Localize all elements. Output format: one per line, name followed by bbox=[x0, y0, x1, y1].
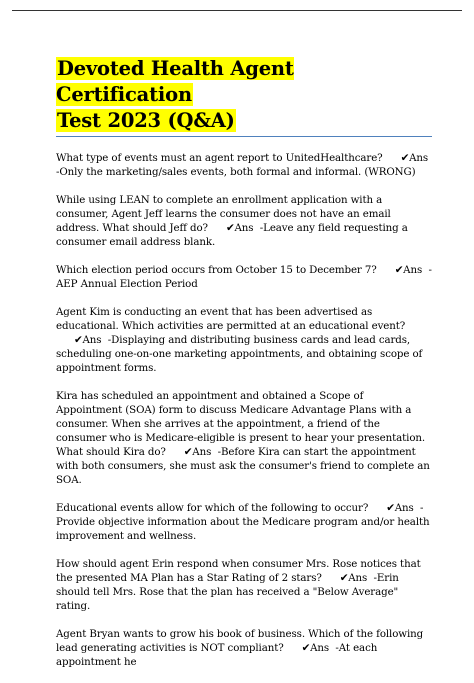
answer-marker: ✔Ans bbox=[394, 264, 423, 276]
answer-marker: ✔Ans bbox=[74, 334, 102, 346]
qa-item bbox=[56, 305, 432, 375]
qa-item bbox=[56, 557, 432, 613]
qa-item bbox=[56, 151, 432, 179]
question-text: Agent Bryan wants to grow his book of business. Which of the following lead generating activities is NOT compliant? bbox=[56, 628, 424, 654]
answer-separator: - bbox=[373, 572, 377, 584]
answer-separator: - bbox=[217, 446, 221, 458]
answer-text: Only the marketing/sales events, both formal and informal. (WRONG) bbox=[59, 166, 416, 178]
answer-marker: ✔Ans bbox=[225, 222, 254, 234]
answer-separator: - bbox=[107, 334, 112, 346]
qa-item bbox=[56, 263, 432, 291]
answer-marker: ✔Ans bbox=[386, 502, 414, 514]
document-page bbox=[56, 56, 432, 683]
answer-separator: - bbox=[56, 166, 60, 178]
answer-text: Before Kira can start the appointment with both consumers, she must ask the consumer's friend to complete an SOA. bbox=[56, 446, 430, 486]
title-line-1: Devoted Health Agent Certification bbox=[56, 57, 294, 106]
qa-item bbox=[56, 389, 432, 487]
question-text: While using LEAN to complete an enrollment application with a consumer, Agent Jeff learns the consumer does not have an email address. What should Jeff do? bbox=[56, 194, 391, 234]
document-title bbox=[56, 56, 432, 134]
answer-text: Provide objective information about the Medicare program and/or health improvement and wellness. bbox=[56, 516, 430, 542]
qa-item bbox=[56, 501, 432, 543]
top-rule bbox=[12, 10, 462, 11]
answer-marker: ✔Ans bbox=[301, 642, 330, 654]
answer-separator: - bbox=[335, 642, 339, 654]
qa-item bbox=[56, 193, 432, 249]
answer-marker: ✔Ans bbox=[183, 446, 212, 458]
question-text: Agent Kim is conducting an event that has been advertised as educational. Which activities are permitted at an educational event? bbox=[56, 306, 406, 332]
answer-separator: - bbox=[259, 222, 264, 234]
answer-marker: ✔Ans bbox=[400, 152, 429, 164]
answer-text: Erin should tell Mrs. Rose that the plan has received a "Below Average" rating. bbox=[56, 572, 399, 612]
question-text: Which election period occurs from October 15 to December 7? bbox=[56, 264, 377, 276]
answer-marker: ✔Ans bbox=[339, 572, 368, 584]
question-text: Kira has scheduled an appointment and obtained a Scope of Appointment (SOA) form to discuss Medicare Advantage Plans with a consumer. When she arrives at the appointment, a friend of the consumer who is Medicare-eligible is present to hear your presentation. What should Kira do? bbox=[56, 390, 426, 458]
answer-text: At each appointment he bbox=[56, 642, 378, 668]
answer-text: Displaying and distributing business cards and lead cards, scheduling one-on-one marketing appointments, and obtaining scope of appointment forms. bbox=[56, 334, 423, 374]
answer-separator: - bbox=[420, 502, 424, 514]
qa-item bbox=[56, 627, 432, 669]
answer-text: AEP Annual Election Period bbox=[56, 278, 198, 290]
question-text: Educational events allow for which of the following to occur? bbox=[56, 502, 369, 514]
answer-text: Leave any field requesting a consumer email address blank. bbox=[56, 222, 408, 248]
question-text: How should agent Erin respond when consumer Mrs. Rose notices that the presented MA Plan has a Star Rating of 2 stars? bbox=[56, 558, 421, 584]
qa-list bbox=[56, 151, 432, 669]
answer-separator: - bbox=[428, 264, 432, 276]
title-line-2: Test 2023 (Q&A) bbox=[57, 109, 235, 132]
question-text: What type of events must an agent report to UnitedHealthcare? bbox=[56, 152, 383, 164]
title-underline bbox=[56, 136, 432, 137]
